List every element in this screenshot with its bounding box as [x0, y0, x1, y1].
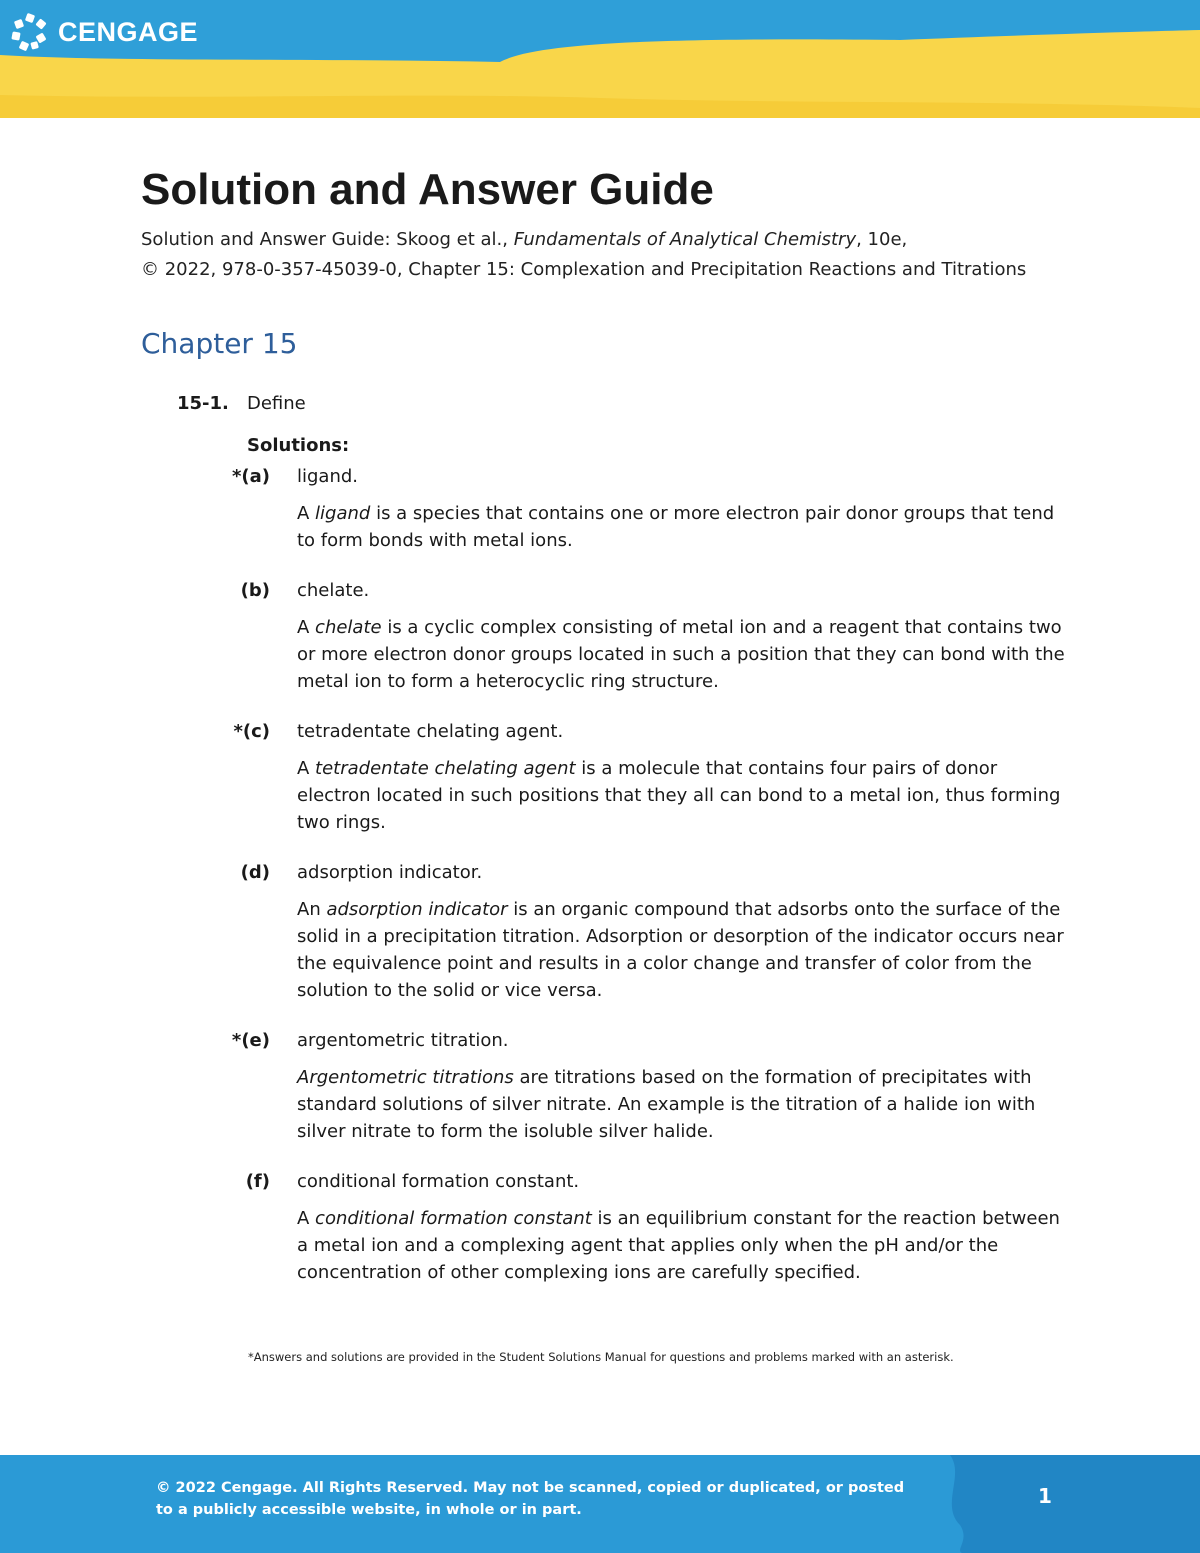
chapter-heading: Chapter 15 [141, 327, 298, 360]
definition-term: tetradentate chelating agent [315, 758, 576, 779]
footnote: *Answers and solutions are provided in the Student Solutions Manual for questions and problems marked with an asterisk. [248, 1350, 954, 1364]
cengage-logo [10, 12, 198, 52]
item-label: (b) [240, 580, 270, 601]
cengage-wordmark: CENGAGE [58, 16, 199, 47]
definition-text: is a molecule that contains four pairs of donor electron located in such positions that they all can bond to a metal ion, thus forming two rings. [297, 758, 1061, 833]
definition-prefix: An [297, 899, 327, 920]
item-definition [297, 755, 1067, 836]
definition-term: conditional formation constant [315, 1208, 592, 1229]
item-label: (f) [245, 1171, 270, 1192]
definition-prefix: A [297, 758, 316, 779]
page-content [141, 160, 1071, 1286]
item-label: *(c) [233, 721, 270, 742]
definition-item [141, 1027, 1071, 1145]
item-term: tetradentate chelating agent. [297, 721, 564, 742]
item-definition [297, 1064, 1067, 1145]
definition-term: Argentometric titrations [297, 1067, 514, 1088]
item-term: adsorption indicator. [297, 862, 483, 883]
definition-text: is a cyclic complex consisting of metal ion and a reagent that contains two or more electron donor groups located in such a position that they can bond with the metal ion to form a heterocyclic ring structure. [297, 617, 1065, 692]
item-body [297, 1168, 1067, 1286]
solutions-label: Solutions: [247, 435, 350, 456]
item-definition [297, 500, 1067, 554]
item-label: *(e) [231, 1030, 270, 1051]
definition-text: is a species that contains one or more electron pair donor groups that tend to form bonds with metal ions. [297, 503, 1055, 551]
subtitle-text: Solution and Answer Guide: Skoog et al., [141, 229, 514, 250]
question-number: 15-1. [177, 393, 229, 414]
definition-term: chelate [315, 617, 382, 638]
definition-item [141, 577, 1071, 695]
item-body [297, 1027, 1067, 1145]
item-definition [297, 614, 1067, 695]
item-label: (d) [240, 862, 270, 883]
definition-item [141, 718, 1071, 836]
item-term: argentometric titration. [297, 1030, 509, 1051]
item-body [297, 577, 1067, 695]
definition-prefix: A [297, 1208, 316, 1229]
definition-text: are titrations based on the formation of precipitates with standard solutions of silver nitrate. An example is the titration of a halide ion with silver nitrate to form the isoluble silver halide. [297, 1067, 1036, 1142]
definition-prefix: A [297, 617, 316, 638]
subtitle-line-2: © 2022, 978-0-357-45039-0, Chapter 15: Complexation and Precipitation Reactions and Titrations [141, 259, 1027, 280]
document-subtitle [141, 225, 1071, 285]
item-body [297, 718, 1067, 836]
item-definition [297, 1205, 1067, 1286]
page-title: Solution and Answer Guide [141, 165, 714, 214]
cengage-logo-icon [10, 12, 50, 52]
item-definition [297, 896, 1067, 1004]
question-header [141, 391, 1071, 417]
definition-text: is an equilibrium constant for the reaction between a metal ion and a complexing agent that applies only when the pH and/or the concentration of other complexing ions are carefully specified. [297, 1208, 1060, 1283]
definition-item [141, 463, 1071, 554]
page-number: 1 [1038, 1484, 1052, 1508]
subtitle-line-1 [141, 225, 1071, 255]
book-title: Fundamentals of Analytical Chemistry [513, 229, 857, 250]
item-term: conditional formation constant. [297, 1171, 580, 1192]
item-body [297, 859, 1067, 1004]
item-term: chelate. [297, 580, 370, 601]
definition-item [141, 859, 1071, 1004]
definition-list [141, 463, 1071, 1286]
copyright-notice: © 2022 Cengage. All Rights Reserved. May not be scanned, copied or duplicated, or posted to a publicly accessible website, in whole or in part. [156, 1480, 905, 1518]
definition-term: adsorption indicator [326, 899, 508, 920]
subtitle-edition: , 10e, [856, 229, 908, 250]
definition-text: is an organic compound that adsorbs onto the surface of the solid in a precipitation titration. Adsorption or desorption of the indicator occurs near the equivalence point and results in a color change and transfer of color from the solution to the solid or vice versa. [297, 899, 1064, 1001]
question-prompt: Define [247, 393, 306, 414]
definition-term: ligand [315, 503, 371, 524]
definition-item [141, 1168, 1071, 1286]
item-label: *(a) [231, 466, 270, 487]
item-term: ligand. [297, 466, 359, 487]
definition-prefix: A [297, 503, 316, 524]
item-body [297, 463, 1067, 554]
